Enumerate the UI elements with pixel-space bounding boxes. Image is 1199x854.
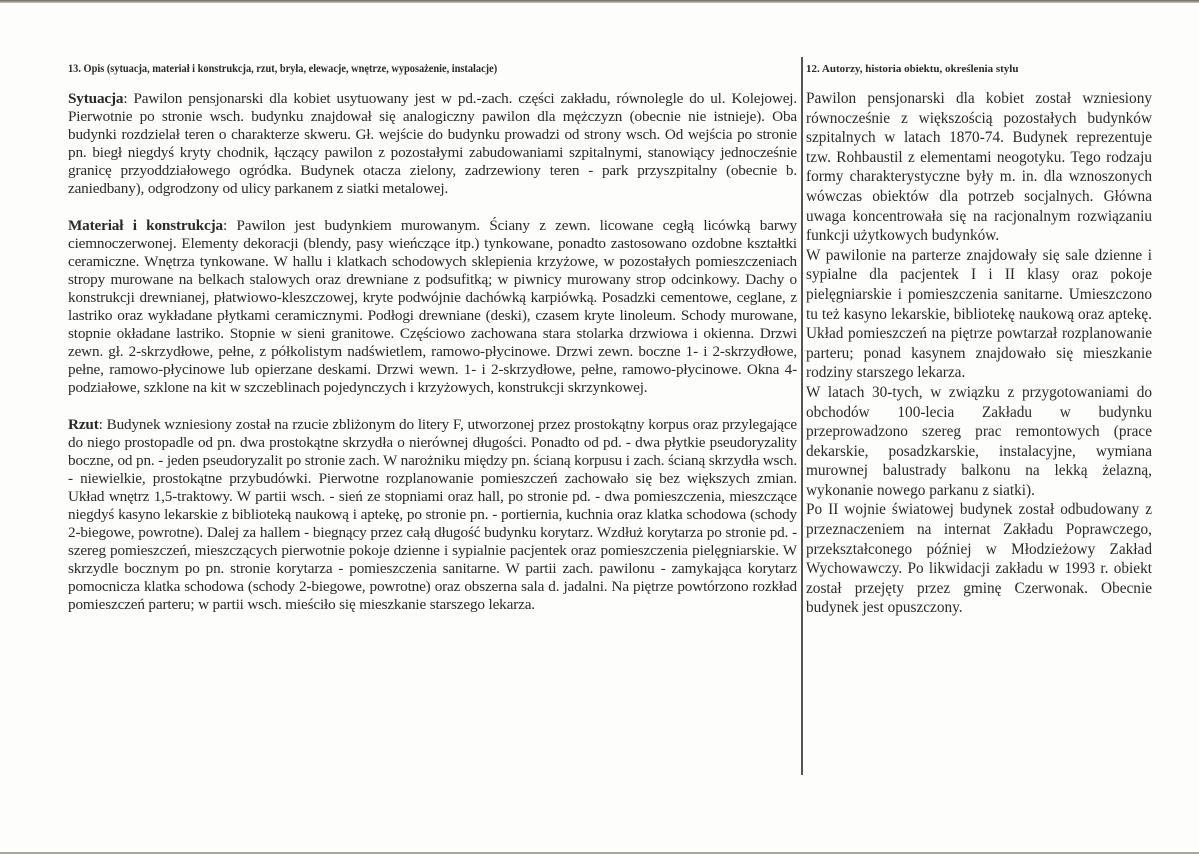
paragraph-situation	[68, 90, 797, 199]
paragraph-material-construction	[68, 217, 797, 398]
paragraph-text: : Pawilon pensjonarski dla kobiet usytuowany jest w pd.-zach. części zakładu, równolegle do ul. Kolejowej. Pierwotnie po stronie wsch. budynku znajdował się analogiczny pawilon dla mężczyzn (obecnie nie istnieje). Oba budynki rozdzielał teren o charakterze skweru. Gł. wejście do budynku prowadzi od strony wsch. Od wejścia po stronie pn. biegł niegdyś kryty chodnik, łączący pawilon z pozostałymi zabudowaniami szpitalnymi, stanowiący jednocześnie granicę przyoddziałowego ogródka. Budynek otacza zielony, zadrzewiony teren - park przyszpitalny (obecnie b. zaniedbany), odgrodzony od ulicy parkanem z siatki metalowej.	[68, 90, 797, 198]
paragraph-text: : Budynek wzniesiony został na rzucie zbliżonym do litery F, utworzonej przez prostokątny korpus oraz przylegające do niego prostopadle od pn. dwa prostokątne skrzydła o nierównej długości. Ponadto od pd. - dwa płytkie pseudoryzality boczne, od pn. - jeden pseudoryzalit po stronie zach. W narożniku między pn. ścianą korpusu i zach. ścianą skrzydła wsch. - niewielkie, prostokątne przybudówki. Pierwotne rozplanowanie pomieszczeń zachowało się bez większych zmian. Układ wnętrz 1,5-traktowy. W partii wsch. - sień ze stopniami oraz hall, po stronie pd. - dwa pomieszczenia, mieszczące niegdyś kasyno lekarskie z biblioteką naukową i aptekę, po stronie pn. - portiernia, kuchnia oraz klatka schodowa (schody 2-biegowe, powrotne). Dalej za hallem - biegnący przez całą długość budynku korytarz. Wzdłuż korytarza po stronie pd. - szereg pomieszczeń, mieszczących pierwotnie pokoje dzienne i sypialnie pacjentek oraz pomieszczenia pielęgniarskie. W skrzydle bocznym po pn. stronie korytarza - pomieszczenia sanitarne. W partii zach. pawilonu - zamykająca korytarz pomocnicza klatka schodowa (schody 2-biegowe, powrotne) oraz obszerna sala d. jadalni. Na piętrze powtórzono rozkład pomieszczeń parteru; w partii wsch. mieściło się mieszkanie starszego lekarza.	[68, 415, 797, 614]
history-paragraph: W latach 30-tych, w związku z przygotowaniami do obchodów 100-lecia Zakładu w budynku przeprowadzono szereg prac remontowych (prace dekarskie, posadzkarskie, instalacyjne, wymiana murownej balustrady balkonu na lekką żelazną, wykonanie nowego parkanu z siatki).	[806, 383, 1152, 499]
section-heading-history: 12. Autorzy, historia obiektu, określenia stylu	[806, 63, 1019, 75]
history-section	[806, 62, 1152, 618]
paragraph-lead: Materiał i konstrukcja	[68, 216, 224, 234]
paragraph-lead: Rzut	[68, 415, 99, 433]
history-paragraph: Pawilon pensjonarski dla kobiet został wzniesiony równocześnie z większością pozostałych budynków szpitalnych w latach 1870-74. Budynek reprezentuje tzw. Rohbaustil z elementami neogotyku. Tego rodzaju formy charakterystyczne były m. in. dla wznoszonych wówczas obiektów dla potrzeb socjalnych. Główna uwaga koncentrowała się na racjonalnym rozwiązaniu funkcji użytkowych budynków.	[806, 90, 1152, 245]
history-paragraph: W pawilonie na parterze znajdowały się sale dzienne i sypialne dla pacjentek I i II klasy oraz pokoje pielęgniarskie i pomieszczenia sanitarne. Umieszczono tu też kasyno lekarskie, bibliotekę naukową oraz aptekę. Układ pomieszczeń na piętrze powtarzał rozplanowanie parteru; ponad kasynem znajdowało się mieszkanie rodziny starszego lekarza.	[806, 246, 1152, 382]
column-divider	[801, 57, 803, 775]
scan-edge-top	[0, 0, 1199, 3]
history-paragraph: Po II wojnie światowej budynek został odbudowany z przeznaczeniem na internat Zakładu Poprawczego, przekształconego później w Młodzieżowy Zakład Wychowawczy. Po likwidacji zakładu w 1993 r. obiekt został przejęty przez gminę Czerwonak. Obecnie budynek jest opuszczony.	[806, 501, 1152, 617]
paragraph-lead: Sytuacja	[68, 90, 124, 107]
description-section	[68, 62, 797, 633]
paragraph-floor-plan	[68, 416, 797, 615]
section-heading-description: 13. Opis (sytuacja, materiał i konstrukcja, rzut, bryła, elewacje, wnętrze, wyposażenie, instalacje)	[68, 63, 498, 75]
paragraph-text: : Pawilon jest budynkiem murowanym. Ściany z zewn. licowane cegłą licówką barwy ciemnoczerwonej. Elementy dekoracji (blendy, pasy wieńczące itp.) tynkowane, ponadto zastosowano ozdobne kształtki ceramiczne. Wnętrza tynkowane. W hallu i klatkach schodowych sklepienia krzyżowe, w pozostałych pomieszczeniach stropy murowane na belkach stalowych oraz drewniane z podsufitką; w piwnicy murowany strop odcinkowy. Dachy o konstrukcji drewnianej, płatwiowo-kleszczowej, kryte podwójnie dachówką karpiówką. Posadzki cementowe, ceglane, z lastriko oraz wykładane płytkami ceramicznymi. Podłogi drewniane (deski), czasem kryte linoleum. Schody murowane, stopnie okładane lastriko. Stopnie w sieni granitowe. Częściowo zachowana stara stolarka drzwiowa i okienna. Drzwi zewn. gł. 2-skrzydłowe, pełne, z półkolistym nadświetlem, ramowo-płycinowe. Drzwi zewn. boczne 1- i 2-skrzydłowe, pełne, ramowo-płycinowe lub opierzane deskami. Drzwi wewn. 1- i 2-skrzydłowe, pełne, ramowo-płycinowe. Okna 4-podziałowe, szklone na kit w szczeblinach pojedynczych i krzyżowych, konstrukcji skrzynkowej.	[68, 216, 798, 397]
